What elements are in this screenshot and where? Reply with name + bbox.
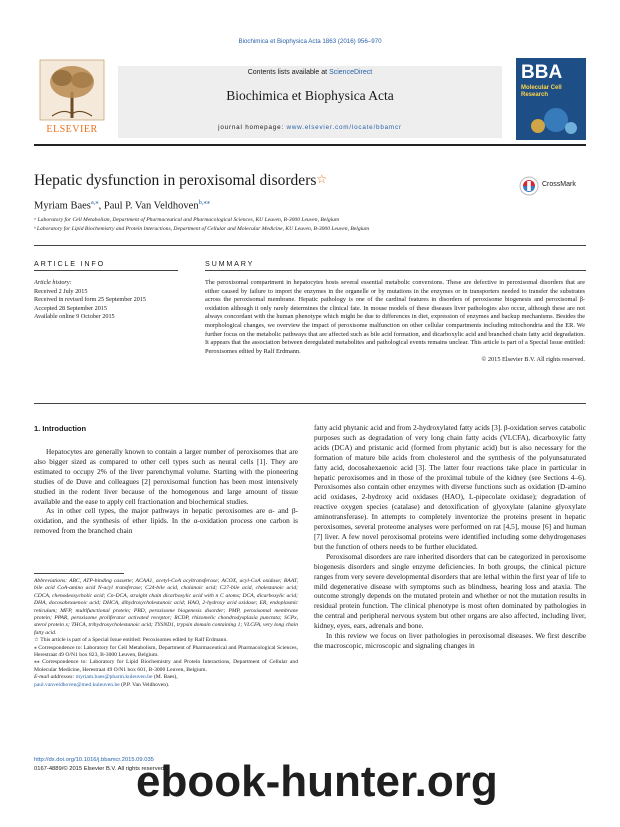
homepage-line — [118, 124, 502, 131]
introduction-heading: 1. Introduction — [34, 424, 87, 433]
history-item: Received in revised form 25 September 2015 — [34, 296, 147, 304]
history-item: Available online 9 October 2015 — [34, 313, 115, 321]
issn-line: 0167-4889/© 2015 Elsevier B.V. All rights reserved. — [34, 766, 166, 772]
sciencedirect-link[interactable]: ScienceDirect — [329, 69, 373, 76]
affiliation-b: ᵇ Laboratory for Lipid Biochemistry and Protein Interactions, Department of Cellular and Molecular Medicine, KU Leuven, B-3000 Leuven, Belgium — [34, 226, 370, 232]
homepage-prefix: journal homepage: — [218, 124, 287, 131]
watermark: ebook-hunter.org — [136, 757, 498, 806]
summary-heading: SUMMARY — [205, 259, 255, 268]
doi-link[interactable]: http://dx.doi.org/10.1016/j.bbamcr.2015.09.035 — [34, 757, 154, 763]
elsevier-wordmark: ELSEVIER — [46, 124, 98, 135]
crossmark-label: CrossMark — [542, 181, 576, 188]
author-name[interactable]: Paul P. Van Veldhoven — [103, 200, 199, 212]
right-column — [314, 423, 586, 651]
author-affiliation-mark[interactable]: b,⁎⁎ — [198, 199, 210, 206]
author-affiliation-mark[interactable]: a,⁎ — [90, 199, 99, 206]
correspondence-footnote: ⁎⁎ Correspondence to: Laboratory for Lipid Biochemistry and Protein Interactions, Department of Cellular and Molecular Medicine, Herestraat 49 O/N1 box 601, B-3000 Leuven, Belgium. — [34, 659, 298, 673]
cover-subtitle: Molecular Cell Research — [521, 85, 562, 98]
contents-line — [118, 69, 502, 76]
article-info-rule — [34, 270, 178, 271]
email-link[interactable]: paul.vanveldhoven@med.kuleuven.be — [34, 681, 120, 688]
article-history — [34, 279, 178, 322]
left-column — [34, 447, 298, 536]
history-item: Received 2 July 2015 — [34, 287, 88, 295]
intro-paragraph: Hepatocytes are generally known to contain a larger number of peroxisomes that are also bigger sized as compared to other cell types such as neural cells [1]. They are estimated to occupy 2% of the liver parenchymal volume. Starting with the pioneering studies of de Duve and colleagues [2] peroxisomal function has been most intensively studied in the rodent liver because of the homogenous and large amount of tissue available and the ease to apply cell fractionation and biochemical studies. — [34, 447, 298, 506]
email-link[interactable]: myriam.baes@pharm.kuleuven.be — [75, 674, 153, 681]
abbreviations-footnote: Abbreviations: ABC, ATP-binding cassette; ACAA1, acetyl-CoA acyltransferase; ACOX, acyl-CoA oxidase; BAAT, bile acid CoA-amino acid N-acyl transferase; C24-bile acid, cholanoic acid; C27-bile acid, cholestanoic acid; CDCA, chenodeoxycholic acid; Cn-DCA, straight chain dicarboxylic acid with n C atoms; DCA, dicarboxylic acid; DHA, docosahexaenoic acid; DHCA, dihydroxycholestanoic acid; HAO, 2-hydroxy acid oxidase; ER, endoplasmic reticulum; MFP, multifunctional protein; PBD, peroxisome biogenesis disorder; PMP, peroxisomal membrane protein; PPAR, peroxisome proliferator activated receptor; RCDP, rhizomelic chondrodysplasia punctata; SCPx, sterol protein x; THCA, trihydroxycholestanoic acid; TYSND1, trypsin domain containing 1; VLCFA, very long chain fatty acid. — [34, 578, 298, 636]
masthead-rule — [34, 144, 586, 146]
author-list — [34, 198, 210, 212]
article-title-text: Hepatic dysfunction in peroxisomal disorders — [34, 172, 317, 189]
homepage-link[interactable]: www.elsevier.com/locate/bbamcr — [286, 124, 402, 131]
title-footnote-mark[interactable]: ☆ — [316, 172, 328, 186]
cover-title: BBA — [521, 62, 563, 83]
elsevier-tree-icon — [34, 58, 110, 122]
contents-prefix: Contents lists available at — [247, 69, 330, 76]
journal-banner — [118, 66, 502, 138]
intro-paragraph: As in other cell types, the major pathways in hepatic peroxisomes are α- and β-oxidation, and the synthesis of ether lipids. In the α-oxidation process one carbon is removed from the branched chain — [34, 506, 298, 536]
intro-paragraph: fatty acid phytanic acid and from 2-hydroxylated fatty acids [3]. β-oxidation serves catabolic purposes such as degradation of very long chain fatty acids (VLCFA), dicarboxylic fatty acids (DCA) and pristanic acid (formed from phytanic acid) but is also necessary for the formation of mature bile acids from cholesterol and the synthesis of the polyunsaturated fatty acid, docosahexaenoic acid [3]. The latter four reactions take place in particular in hepatic peroxisomes and in those of the proximal tubule of the kidney (see Sections 4–6). Peroxisomes also contain other enzymes with diverse functions such as oxidation (D-amino acid oxidases, 2-hydroxy acid oxidases (HAO), L-pipecolate oxidase); degradation of reactive oxygen species (catalase) and detoxification of glyoxylate (alanine glyoxylate aminotransferase). In attempts to completely inventorize the proteins present in hepatic peroxisomes, several proteome analyses were performed on rat [4,5], mouse [6] and human [7] liver. A few novel peroxisomal proteins were identified including some dehydrogenases but the function of others needs to be further elucidated. — [314, 423, 586, 551]
journal-name: Biochimica et Biophysica Acta — [226, 88, 394, 103]
summary-bottom-rule — [34, 403, 586, 404]
email-label: E-mail addresses: — [34, 674, 76, 681]
elsevier-logo[interactable] — [34, 58, 110, 138]
crossmark-icon — [519, 176, 539, 196]
article-info-heading: ARTICLE INFO — [34, 259, 105, 268]
history-item: Accepted 28 September 2015 — [34, 304, 108, 312]
footnotes — [34, 578, 298, 689]
cover-art-icon — [516, 58, 586, 140]
footnote-rule — [34, 573, 124, 574]
summary-body — [205, 279, 585, 365]
journal-reference[interactable]: Biochimica et Biophysica Acta 1863 (2016) 956–970 — [238, 38, 382, 45]
email-owner: (M. Baes), — [152, 674, 178, 681]
author-name[interactable]: Myriam Baes — [34, 200, 91, 212]
special-issue-footnote: ☆ This article is part of a Special Issue entitled: Peroxisomes edited by Ralf Erdmann. — [34, 637, 228, 644]
summary-text: The peroxisomal compartment in hepatocytes hosts several essential metabolic conversions. These are defective in peroxisomal disorders that are either caused by failure to import the enzymes in the organelle or by mutations in the enzymes or in transporters needed to transfer the substrates across the peroxisomal membrane. Hepatic pathology is one of the cardinal features in disorders of peroxisome biogenesis and peroxisomal β-oxidation although it only rarely determines the clinical fate. In mouse models of these diseases liver pathologies also occur, although these are not always concordant with the human phenotype which might be due to differences in diet, expression of enzymes and backup mechanisms. Besides the morphological changes, we overview the impact of peroxisome malfunction on other cellular compartments including mitochondria and the ER. We further focus on the metabolic pathways that are affected such as bile acid formation, and dicarboxylic acid and branched chain fatty acid degradation. It appears that the association between deregulated metabolites and pathological events remains unclear. This article is part of a Special Issue entitled: Peroxisomes edited by Ralf Erdmann. — [205, 279, 585, 355]
email-footnote — [34, 674, 298, 689]
summary-copyright: © 2015 Elsevier B.V. All rights reserved. — [481, 356, 585, 364]
intro-paragraph: Peroxisomal disorders are rare inherited disorders that can be categorized in peroxisome biogenesis disorders and single enzyme deficiencies. In both groups, the clinical picture ranges from very severe developmental disorders that are lethal within the first year of life to mild degenerative disease with symptoms such as blindness, hearing loss and ataxia. The outcome strongly depends on the mutated protein and whether or not the mutation results in residual protein function. The clinical phenotype is most often dominated by pathologies in the central and peripheral nervous system but other organs are also affected, including liver, kidney, eyes, ears, adrenals and bone. — [314, 551, 586, 631]
journal-masthead — [34, 58, 586, 140]
history-label: Article history: — [34, 279, 72, 286]
article-title — [34, 172, 327, 190]
journal-cover[interactable] — [516, 58, 586, 140]
affiliation-rule — [34, 245, 586, 246]
correspondence-footnote: ⁎ Correspondence to: Laboratory for Cell Metabolism, Department of Pharmaceutical and Pharmacological Sciences, Herestraat 49 O/N1 box 823, B-3000 Leuven, Belgium. — [34, 644, 298, 659]
email-owner: (P.P. Van Veldhoven). — [119, 681, 170, 688]
affiliation-a: ᵃ Laboratory for Cell Metabolism, Department of Pharmaceutical and Pharmacological Sciences, KU Leuven, B-3000 Leuven, Belgium — [34, 217, 340, 223]
summary-rule — [205, 270, 586, 271]
author-separator: , — [98, 200, 104, 212]
crossmark-badge[interactable] — [519, 176, 589, 196]
intro-paragraph: In this review we focus on liver pathologies in peroxisomal diseases. We first describe the macroscopic, microscopic and signaling changes in — [314, 631, 586, 650]
